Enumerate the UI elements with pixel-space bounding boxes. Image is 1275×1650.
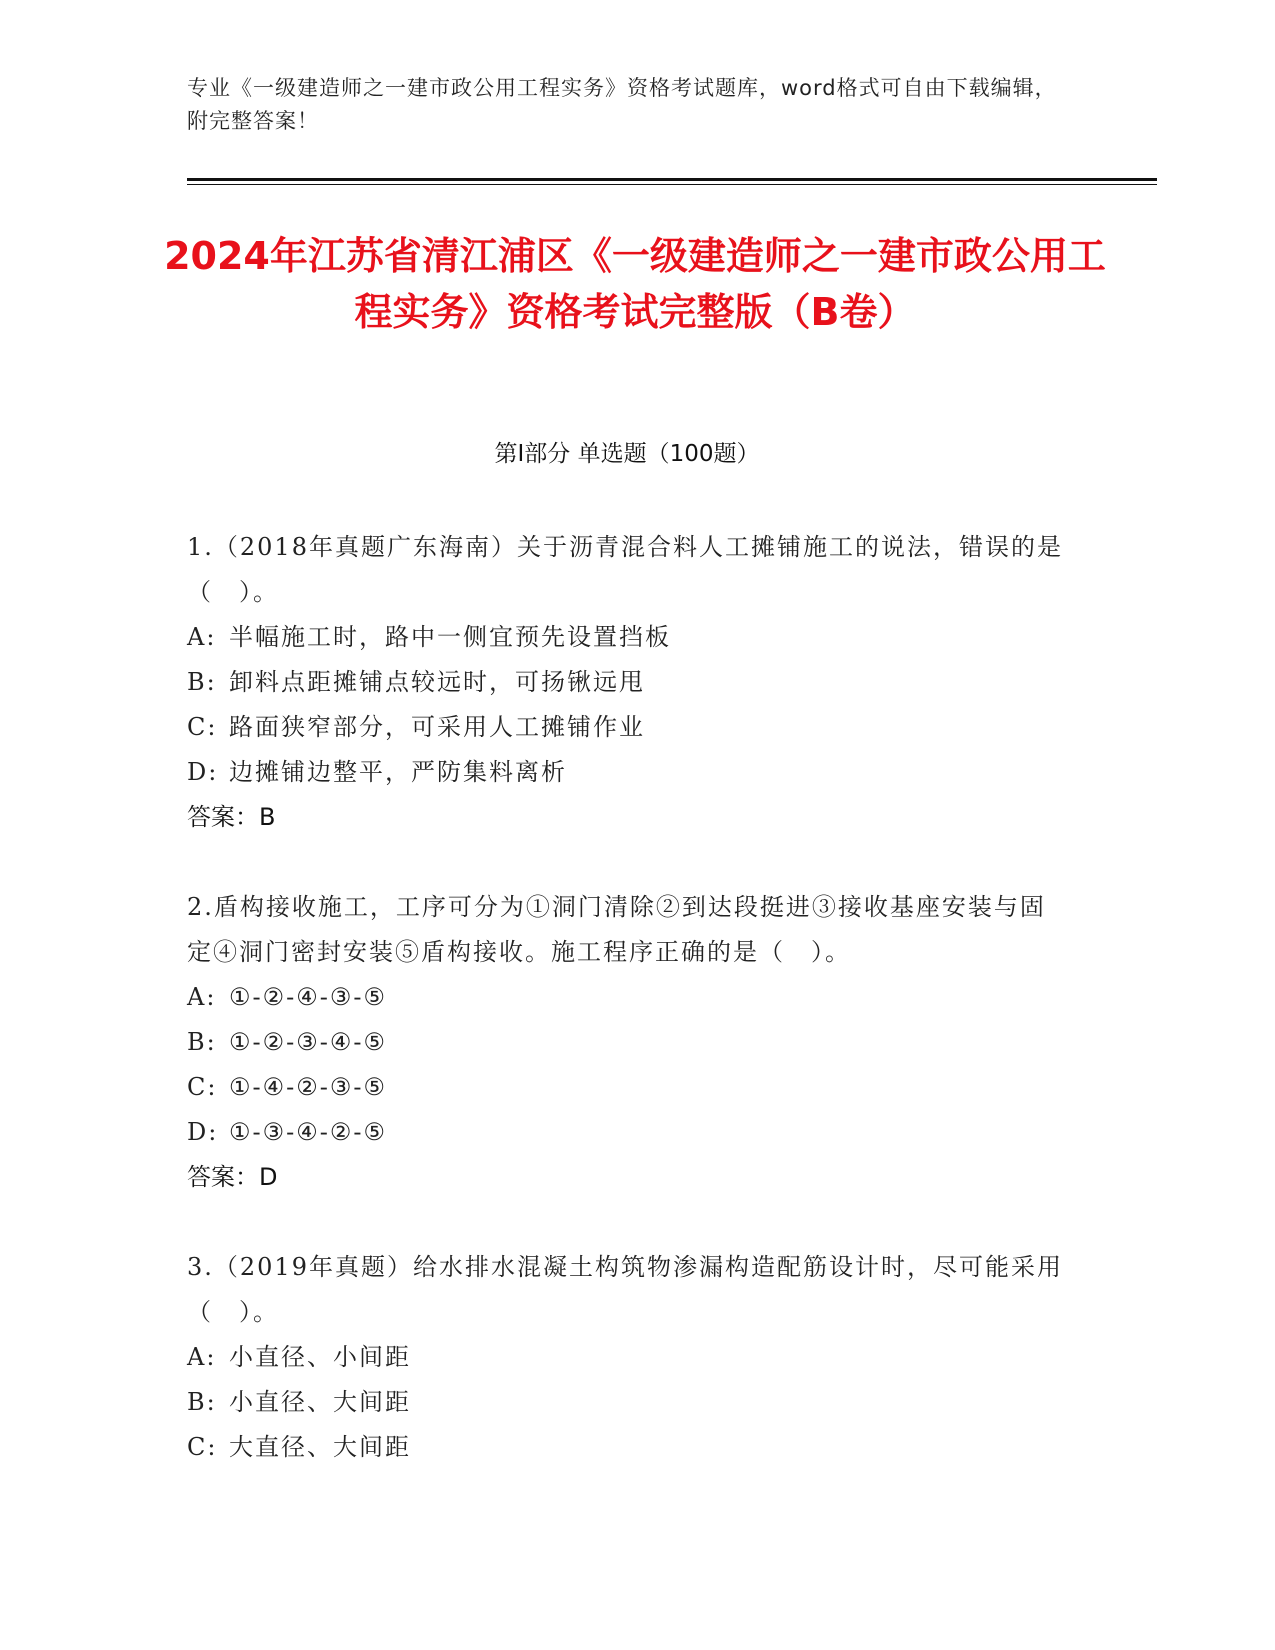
header-rule-thick — [187, 178, 1157, 181]
option-text: ①-④-②-③-⑤ — [229, 1073, 388, 1101]
question-1 — [187, 525, 1067, 840]
option-text: 小直径、小间距 — [229, 1343, 411, 1371]
option-c — [187, 1425, 1067, 1470]
option-key: B: — [187, 668, 217, 696]
option-a — [187, 975, 1067, 1020]
option-text: 半幅施工时，路中一侧宜预先设置挡板 — [229, 623, 671, 651]
option-key: A: — [187, 1343, 217, 1371]
option-text: 卸料点距摊铺点较远时，可扬锹远甩 — [229, 668, 645, 696]
option-a — [187, 615, 1067, 660]
option-b — [187, 1020, 1067, 1065]
option-c — [187, 705, 1067, 750]
option-d — [187, 750, 1067, 795]
option-text: 大直径、大间距 — [229, 1433, 411, 1461]
question-stem: 1.（2018年真题广东海南）关于沥青混合料人工摊铺施工的说法，错误的是（ ）。 — [187, 533, 1063, 606]
option-text: 边摊铺边整平，严防集料离析 — [229, 758, 567, 786]
option-c — [187, 1065, 1067, 1110]
option-text: ①-②-④-③-⑤ — [229, 983, 388, 1011]
option-a — [187, 1335, 1067, 1380]
option-d — [187, 1110, 1067, 1155]
option-text: 路面狭窄部分，可采用人工摊铺作业 — [229, 713, 645, 741]
option-b — [187, 1380, 1067, 1425]
header-note: 专业《一级建造师之一建市政公用工程实务》资格考试题库，word格式可自由下载编辑，附完整答案！ — [187, 76, 1057, 133]
option-key: D: — [187, 758, 219, 786]
question-stem: 3.（2019年真题）给水排水混凝土构筑物渗漏构造配筋设计时，尽可能采用（ ）。 — [187, 1253, 1063, 1326]
option-key: B: — [187, 1388, 217, 1416]
document-title: 2024年江苏省清江浦区《一级建造师之一建市政公用工程实务》资格考试完整版（B卷） — [164, 234, 1106, 334]
answer-line: 答案：D — [187, 1163, 278, 1191]
option-text: 小直径、大间距 — [229, 1388, 411, 1416]
question-2 — [187, 885, 1067, 1200]
option-key: A: — [187, 623, 217, 651]
option-key: C: — [187, 1433, 218, 1461]
option-key: A: — [187, 983, 217, 1011]
option-key: D: — [187, 1118, 219, 1146]
header-rule-thin — [187, 184, 1157, 185]
question-stem: 2.盾构接收施工，工序可分为①洞门清除②到达段挺进③接收基座安装与固定④洞门密封安装⑤盾构接收。施工程序正确的是（ ）。 — [187, 893, 1046, 966]
answer-line: 答案：B — [187, 803, 276, 831]
question-3 — [187, 1245, 1067, 1470]
option-b — [187, 660, 1067, 705]
option-key: C: — [187, 713, 218, 741]
option-key: B: — [187, 1028, 217, 1056]
option-text: ①-②-③-④-⑤ — [229, 1028, 388, 1056]
option-text: ①-③-④-②-⑤ — [229, 1118, 388, 1146]
option-key: C: — [187, 1073, 218, 1101]
section-title: 第Ⅰ部分 单选题（100题） — [494, 441, 760, 467]
